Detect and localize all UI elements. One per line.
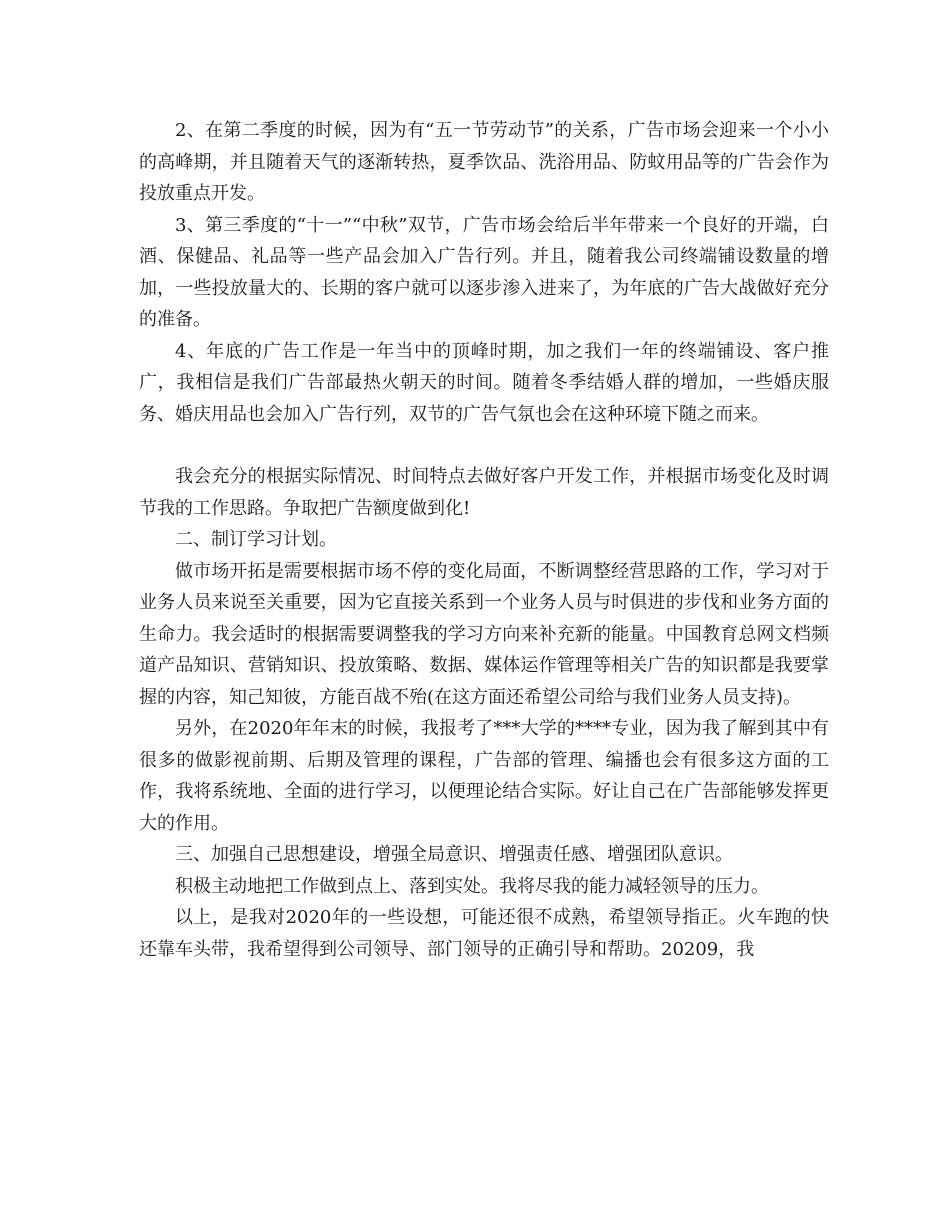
- paragraph-proactive-work: 积极主动地把工作做到点上、落到实处。我将尽我的能力减轻领导的压力。: [175, 875, 769, 897]
- paragraph-conclusion: 以上，是我对2020年的一些设想，可能还很不成熟，希望领导指正。火车跑的快还靠车头带，我希望得到公司领导、部门领导的正确引导和帮助。20209，我: [139, 907, 829, 960]
- paragraph-client-development: 我会充分的根据实际情况、时间特点去做好客户开发工作，并根据市场变化及时调节我的工作思路。争取把广告额度做到化!: [139, 466, 829, 519]
- paragraph-market-learning: 做市场开拓是需要根据市场不停的变化局面，不断调整经营思路的工作，学习对于业务人员来说至关重要，因为它直接关系到一个业务人员与时俱进的步伐和业务方面的生命力。我会适时的根据需要调整我的学习方向来补充新的能量。中国教育总网文档频道产品知识、营销知识、投放策略、数据、媒体运作管理等相关广告的知识都是我要掌握的内容，知己知彼，方能百战不殆(在这方面还希望公司给与我们业务人员支持)。: [139, 560, 829, 708]
- paragraph-q3-advertising: 3、第三季度的“十一”“中秋”双节，广告市场会给后半年带来一个良好的开端，白酒、保健品、礼品等一些产品会加入广告行列。并且，随着我公司终端铺设数量的增加，一些投放量大的、长期的客户就可以逐步渗入进来了，为年底的广告大战做好充分的准备。: [139, 214, 829, 330]
- paragraph-q2-advertising: 2、在第二季度的时候，因为有“五一节劳动节”的关系，广告市场会迎来一个小小的高峰期，并且随着天气的逐渐转热，夏季饮品、洗浴用品、防蚊用品等的广告会作为投放重点开发。: [139, 120, 829, 204]
- paragraph-spacer: [139, 430, 829, 461]
- paragraph-further-study: 另外，在2020年年末的时候，我报考了***大学的****专业，因为我了解到其中有很多的做影视前期、后期及管理的课程，广告部的管理、编播也会有很多这方面的工作，我将系统地、全面的进行学习，以便理论结合实际。好让自己在广告部能够发挥更大的作用。: [139, 718, 829, 834]
- paragraph-year-end-advertising: 4、年底的广告工作是一年当中的顶峰时期，加之我们一年的终端铺设、客户推广，我相信是我们广告部最热火朝天的时间。随着冬季结婚人群的增加，一些婚庆服务、婚庆用品也会加入广告行列，双节的广告气氛也会在这种环境下随之而来。: [139, 340, 829, 425]
- heading-ideology-building: 三、加强自己思想建设，增强全局意识、增强责任感、增强团队意识。: [175, 844, 733, 865]
- document-body: [139, 115, 829, 965]
- heading-study-plan: 二、制订学习计划。: [175, 529, 337, 550]
